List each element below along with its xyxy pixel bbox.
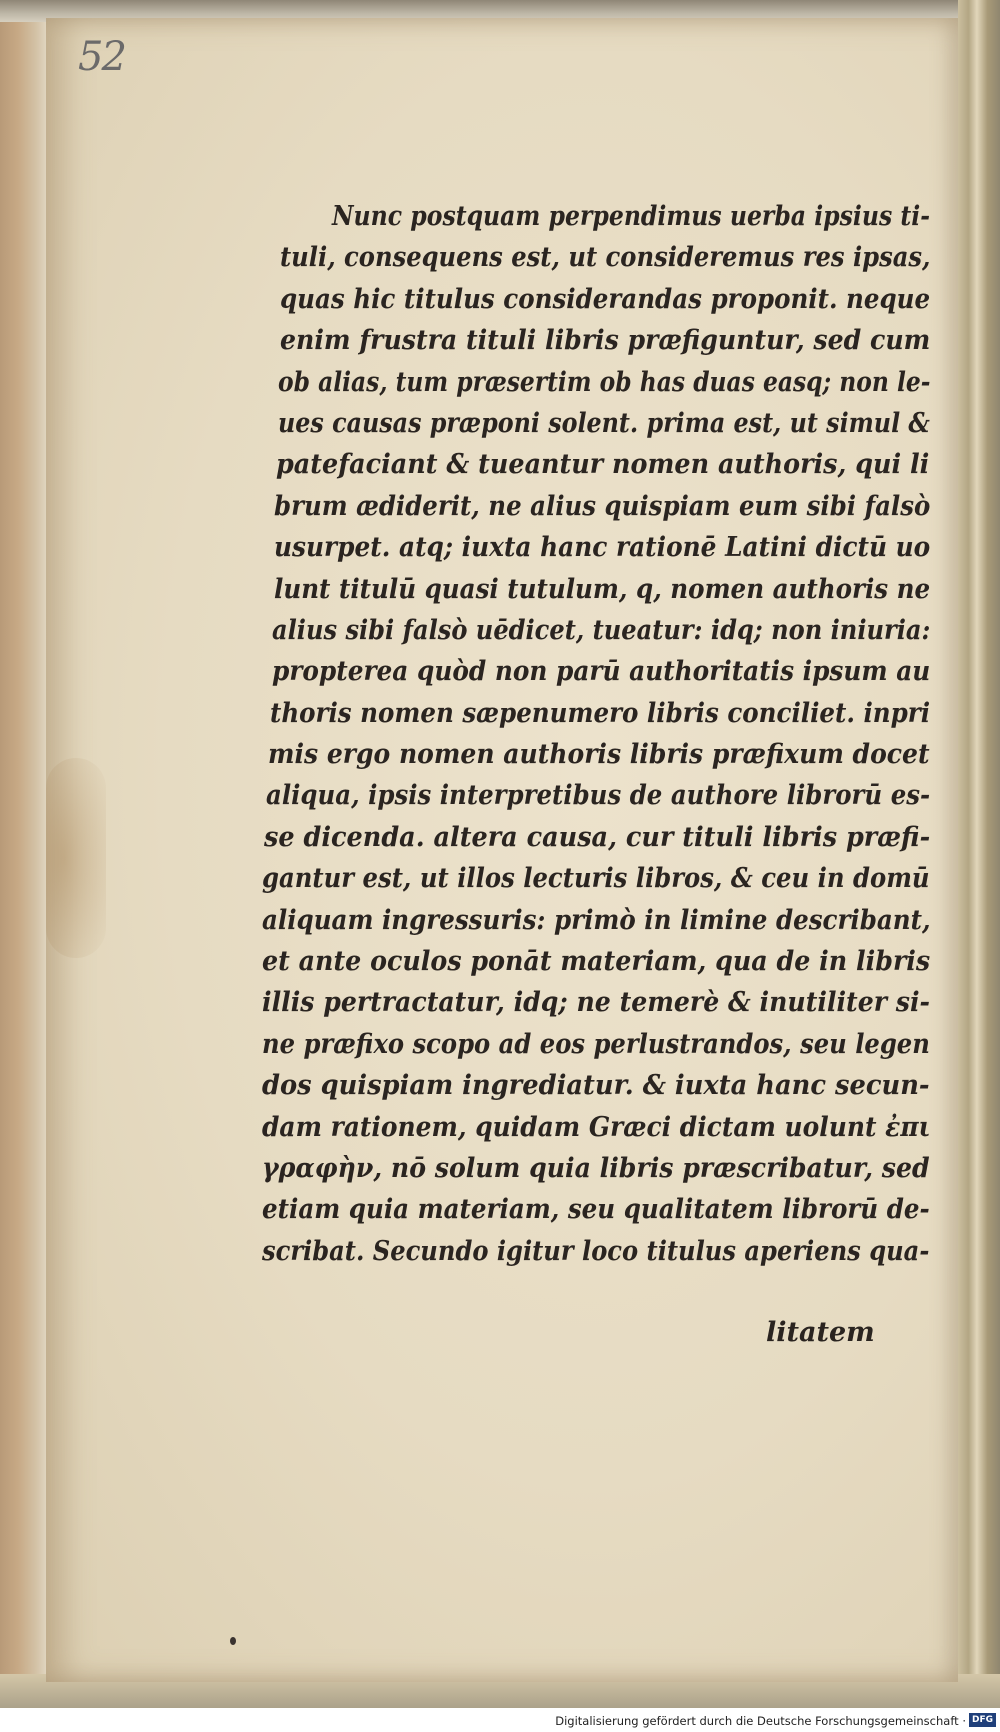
text-line: mis ergo nomen authoris libris præfixum docet (268, 739, 930, 771)
text-line: brum ædiderit, ne alius quispiam eum sibi falsò (274, 490, 931, 522)
text-line: tuli, consequens est, ut consideremus res ipsas, (280, 242, 931, 274)
text-line: dam rationem, quidam Græci dictam uolunt ἐπι (262, 1111, 931, 1143)
digitization-credit: Digitalisierung gefördert durch die Deutsche Forschungsgemeinschaft · (555, 1714, 966, 1728)
text-block (262, 196, 930, 1272)
text-line: propterea quòd non parū authoritatis ipsum au (272, 656, 931, 688)
text-line: ne præfixo scopo ad eos perlustrandos, seu legen (262, 1028, 930, 1060)
text-line: gantur est, ut illos lecturis libros, & ceu in domū (262, 863, 930, 895)
text-line: illis pertractatur, idq; ne temerè & inutiliter si‑ (262, 987, 930, 1019)
catchword: litatem (766, 1317, 875, 1348)
text-line: ob alias, tum præsertim ob has duas easq; non le‑ (278, 366, 931, 398)
text-line: dos quispiam ingrediatur. & iuxta hanc secun‑ (262, 1070, 930, 1102)
ink-speck (230, 1637, 236, 1645)
text-line: ues causas præponi solent. prima est, ut simul & (278, 407, 930, 439)
text-line: usurpet. atq; iuxta hanc rationē Latini dictū uo (274, 532, 931, 564)
footer-bar (0, 1708, 1000, 1732)
text-line: alius sibi falsò uēdicet, tueatur: idq; non iniuria: (272, 614, 931, 646)
text-line: etiam quia materiam, seu qualitatem librorū de‑ (262, 1194, 930, 1226)
text-line: patefaciant & tueantur nomen authoris, qui li (276, 449, 930, 481)
text-line: enim frustra tituli libris præfiguntur, sed cum (280, 325, 931, 357)
text-line: lunt titulū quasi tutulum, q, nomen authoris ne (274, 573, 931, 605)
text-line: scribat. Secundo igitur loco titulus aperiens qua‑ (262, 1235, 930, 1267)
text-line: Nunc postquam perpendimus uerba ipsius ti‑ (332, 201, 931, 232)
text-line: γραφὴν, nō solum quia libris præscribatur, sed (262, 1152, 930, 1184)
text-line: quas hic titulus considerandas proponit. neque (280, 283, 931, 315)
text-line: et ante oculos ponāt materiam, qua de in libris (262, 946, 931, 978)
dfg-logo: DFG (969, 1713, 996, 1727)
page-number: 52 (78, 34, 125, 80)
text-line: thoris nomen sæpenumero libris conciliet. inpri (270, 697, 931, 729)
text-line: se dicenda. altera causa, cur tituli libris præfi‑ (264, 821, 931, 853)
book-edge-right (958, 0, 1000, 1732)
text-line: aliquam ingressuris: primò in limine describant, (262, 904, 931, 936)
text-line: aliqua, ipsis interpretibus de authore librorū es‑ (266, 780, 931, 812)
paper-stain (46, 758, 106, 958)
